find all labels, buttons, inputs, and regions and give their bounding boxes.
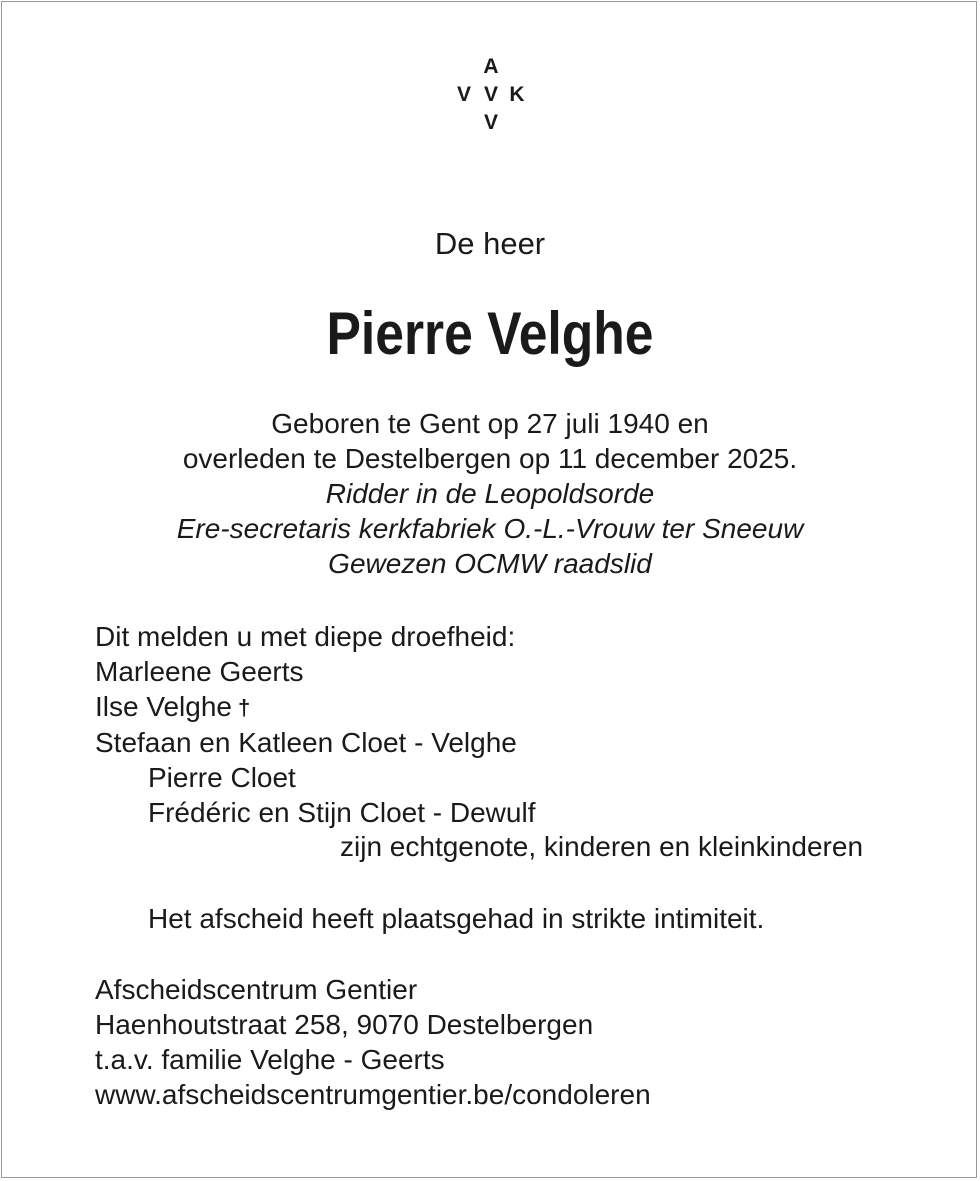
honor-line: Ridder in de Leopoldsorde (325, 478, 655, 509)
mourner-name: Ilse Velghe (95, 691, 232, 722)
contact-block (95, 972, 651, 1112)
honor-line: Gewezen OCMW raadslid (328, 548, 652, 579)
grandchild: Pierre Cloet (148, 762, 296, 793)
death-line: overleden te Destelbergen op 11 december 2025. (182, 443, 798, 474)
funeral-home-name: Afscheidscentrum Gentier (95, 974, 418, 1005)
honor-line: Ere-secretaris kerkfabriek O.-L.-Vrouw ter Sneeuw (176, 513, 804, 544)
logo-letter-right: K (509, 83, 525, 106)
mourners-intro: Dit melden u met diepe droefheid: (95, 621, 516, 652)
grandchild: Frédéric en Stijn Cloet - Dewulf (148, 797, 536, 828)
biography (0, 406, 980, 581)
cross-icon: † (238, 695, 251, 720)
avvk-logo (440, 56, 540, 136)
logo-letter-top: A (483, 55, 499, 78)
relation-line: zijn echtgenote, kinderen en kleinkinderen (340, 831, 864, 862)
farewell-note: Het afscheid heeft plaatsgehad in strikte intimiteit. (148, 903, 765, 934)
logo-letter-left: V (456, 83, 471, 106)
logo-letter-center: V (483, 83, 498, 106)
salutation: De heer (434, 226, 546, 261)
attention-line: t.a.v. familie Velghe - Geerts (95, 1044, 445, 1075)
birth-line: Geboren te Gent op 27 juli 1940 en (271, 408, 709, 439)
mourner: Marleene Geerts (95, 656, 304, 687)
mourners-list (95, 619, 935, 830)
deceased-name: Pierre Velghe (326, 300, 654, 367)
funeral-home-address: Haenhoutstraat 258, 9070 Destelbergen (95, 1009, 594, 1040)
mourner (95, 689, 935, 725)
mourner: Stefaan en Katleen Cloet - Velghe (95, 727, 517, 758)
logo-letter-bottom: V (483, 111, 498, 134)
condolence-link[interactable]: www.afscheidscentrumgentier.be/condoleren (95, 1079, 651, 1110)
